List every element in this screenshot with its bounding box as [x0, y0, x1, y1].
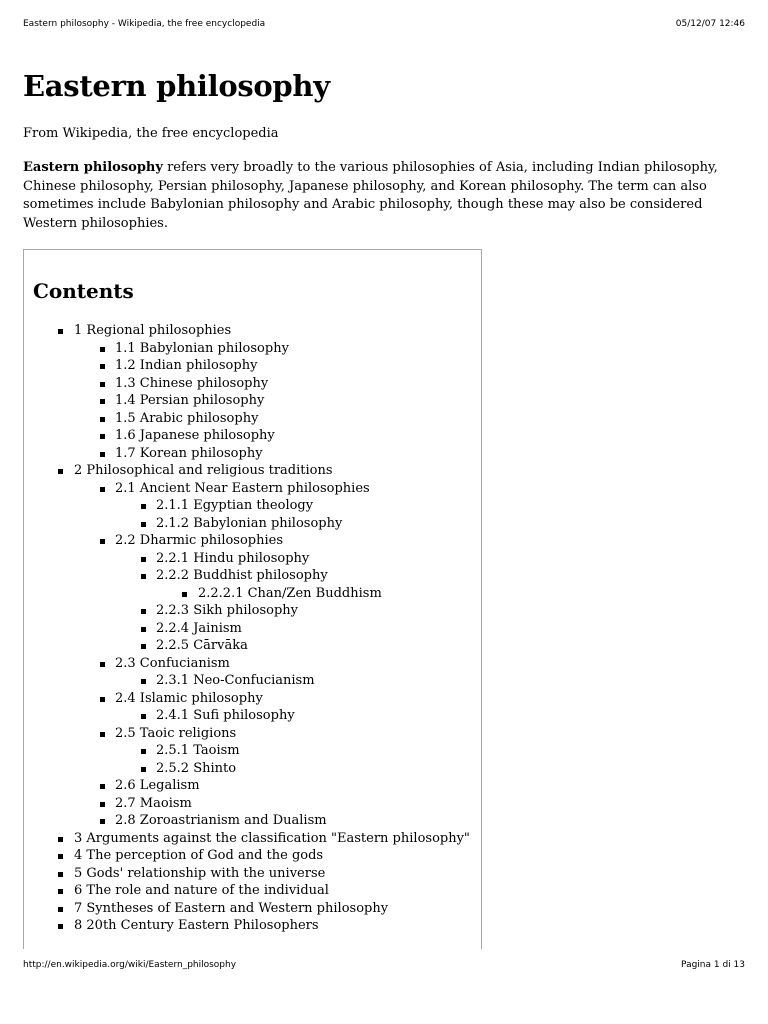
- intro-term: Eastern philosophy: [23, 160, 163, 175]
- toc-entry-link[interactable]: 2.5.2 Shinto: [156, 760, 237, 776]
- toc-entry-link[interactable]: 2.8 Zoroastrianism and Dualism: [115, 813, 327, 828]
- toc-entry-link[interactable]: 1.2 Indian philosophy: [115, 358, 258, 373]
- toc-entry-link[interactable]: 2.5.1 Taoism: [156, 743, 240, 758]
- square-bullet-icon: [100, 697, 105, 702]
- toc-entry-link[interactable]: 3 Arguments against the classification "Eastern philosophy": [74, 830, 470, 846]
- square-bullet-icon: [100, 382, 105, 387]
- square-bullet-icon: [100, 539, 105, 544]
- square-bullet-icon: [141, 574, 146, 579]
- square-bullet-icon: [141, 714, 146, 719]
- toc-entry-link[interactable]: 2.4 Islamic philosophy: [115, 690, 263, 706]
- square-bullet-icon: [58, 469, 63, 474]
- square-bullet-icon: [141, 644, 146, 649]
- square-bullet-icon: [100, 662, 105, 667]
- square-bullet-icon: [58, 329, 63, 334]
- square-bullet-icon: [100, 399, 105, 404]
- toc-entry-link[interactable]: 2 Philosophical and religious traditions: [74, 463, 333, 478]
- print-header: [23, 19, 745, 33]
- toc-entry-link[interactable]: 2.1.1 Egyptian theology: [156, 498, 314, 513]
- toc-entry-link[interactable]: 7 Syntheses of Eastern and Western philosophy: [74, 900, 389, 916]
- square-bullet-icon: [100, 347, 105, 352]
- square-bullet-icon: [141, 679, 146, 684]
- print-footer-url: http://en.wikipedia.org/wiki/Eastern_philosophy: [23, 960, 237, 970]
- square-bullet-icon: [58, 872, 63, 877]
- toc-entry-link[interactable]: 6 The role and nature of the individual: [74, 883, 329, 898]
- square-bullet-icon: [100, 487, 105, 492]
- intro-paragraph: [23, 159, 745, 233]
- square-bullet-icon: [182, 592, 187, 597]
- toc-entry-link[interactable]: 2.5 Taoic religions: [115, 725, 237, 741]
- square-bullet-icon: [141, 627, 146, 632]
- square-bullet-icon: [141, 557, 146, 562]
- square-bullet-icon: [100, 802, 105, 807]
- toc-entry-link[interactable]: 1 Regional philosophies: [74, 323, 232, 338]
- toc-entry-link[interactable]: 5 Gods' relationship with the universe: [74, 865, 326, 881]
- toc-entry-link[interactable]: 2.1 Ancient Near Eastern philosophies: [115, 480, 370, 496]
- square-bullet-icon: [58, 907, 63, 912]
- square-bullet-icon: [100, 434, 105, 439]
- print-footer: [23, 960, 745, 974]
- toc-entry-link[interactable]: 2.4.1 Sufi philosophy: [156, 708, 295, 723]
- toc-entry-link[interactable]: 2.3 Confucianism: [115, 655, 230, 671]
- square-bullet-icon: [58, 837, 63, 842]
- page-title: Eastern philosophy: [23, 69, 330, 103]
- toc-entry-link[interactable]: 8 20th Century Eastern Philosophers: [74, 918, 319, 933]
- toc-entry-link[interactable]: 1.3 Chinese philosophy: [115, 375, 269, 391]
- square-bullet-icon: [100, 417, 105, 422]
- square-bullet-icon: [100, 452, 105, 457]
- square-bullet-icon: [141, 767, 146, 772]
- toc-entry-link[interactable]: 2.2.2 Buddhist philosophy: [156, 568, 328, 583]
- toc-entry-link[interactable]: 2.6 Legalism: [115, 778, 200, 793]
- toc-title: Contents: [33, 279, 134, 303]
- square-bullet-icon: [58, 854, 63, 859]
- toc-entry-link[interactable]: 2.2.5 Cārvāka: [156, 638, 248, 653]
- square-bullet-icon: [141, 504, 146, 509]
- square-bullet-icon: [100, 819, 105, 824]
- table-of-contents: [23, 249, 482, 949]
- toc-entry-link[interactable]: 1.5 Arabic philosophy: [115, 410, 259, 426]
- toc-entry-link[interactable]: 2.2.3 Sikh philosophy: [156, 603, 299, 618]
- toc-entry-link[interactable]: 2.2.4 Jainism: [156, 620, 242, 636]
- toc-entry-link[interactable]: 1.6 Japanese philosophy: [115, 428, 275, 443]
- toc-entry-link[interactable]: 2.2.2.1 Chan/Zen Buddhism: [198, 585, 382, 601]
- square-bullet-icon: [141, 609, 146, 614]
- square-bullet-icon: [141, 749, 146, 754]
- square-bullet-icon: [58, 889, 63, 894]
- toc-entry-link[interactable]: 1.4 Persian philosophy: [115, 393, 265, 408]
- print-header-datetime: 05/12/07 12:46: [675, 19, 745, 29]
- toc-entry-link[interactable]: 2.1.2 Babylonian philosophy: [156, 515, 343, 531]
- toc-entry-link[interactable]: 2.3.1 Neo-Confucianism: [156, 673, 315, 688]
- square-bullet-icon: [100, 784, 105, 789]
- toc-entry-link[interactable]: 2.7 Maoism: [115, 795, 192, 811]
- square-bullet-icon: [100, 732, 105, 737]
- toc-entry-link[interactable]: 4 The perception of God and the gods: [74, 848, 324, 863]
- square-bullet-icon: [58, 924, 63, 929]
- toc-entry-link[interactable]: 2.2.1 Hindu philosophy: [156, 550, 310, 566]
- square-bullet-icon: [100, 364, 105, 369]
- site-subtitle: From Wikipedia, the free encyclopedia: [23, 126, 279, 141]
- print-footer-page: Pagina 1 di 13: [681, 960, 745, 970]
- toc-entry-link[interactable]: 1.7 Korean philosophy: [115, 445, 263, 461]
- square-bullet-icon: [141, 522, 146, 527]
- print-header-title: Eastern philosophy - Wikipedia, the free encyclopedia: [23, 19, 266, 29]
- toc-entry-link[interactable]: 1.1 Babylonian philosophy: [115, 340, 289, 356]
- intro-text: refers very broadly to the various philosophies of Asia, including Indian philosophy, Chinese philosophy, Persian philosophy, Japanese philosophy, and Korean philosophy. The term can also sometimes include Babylonian philosophy and Arabic philosophy, though these may also be considered Western philosophies.: [23, 160, 718, 231]
- toc-entry-link[interactable]: 2.2 Dharmic philosophies: [115, 533, 284, 548]
